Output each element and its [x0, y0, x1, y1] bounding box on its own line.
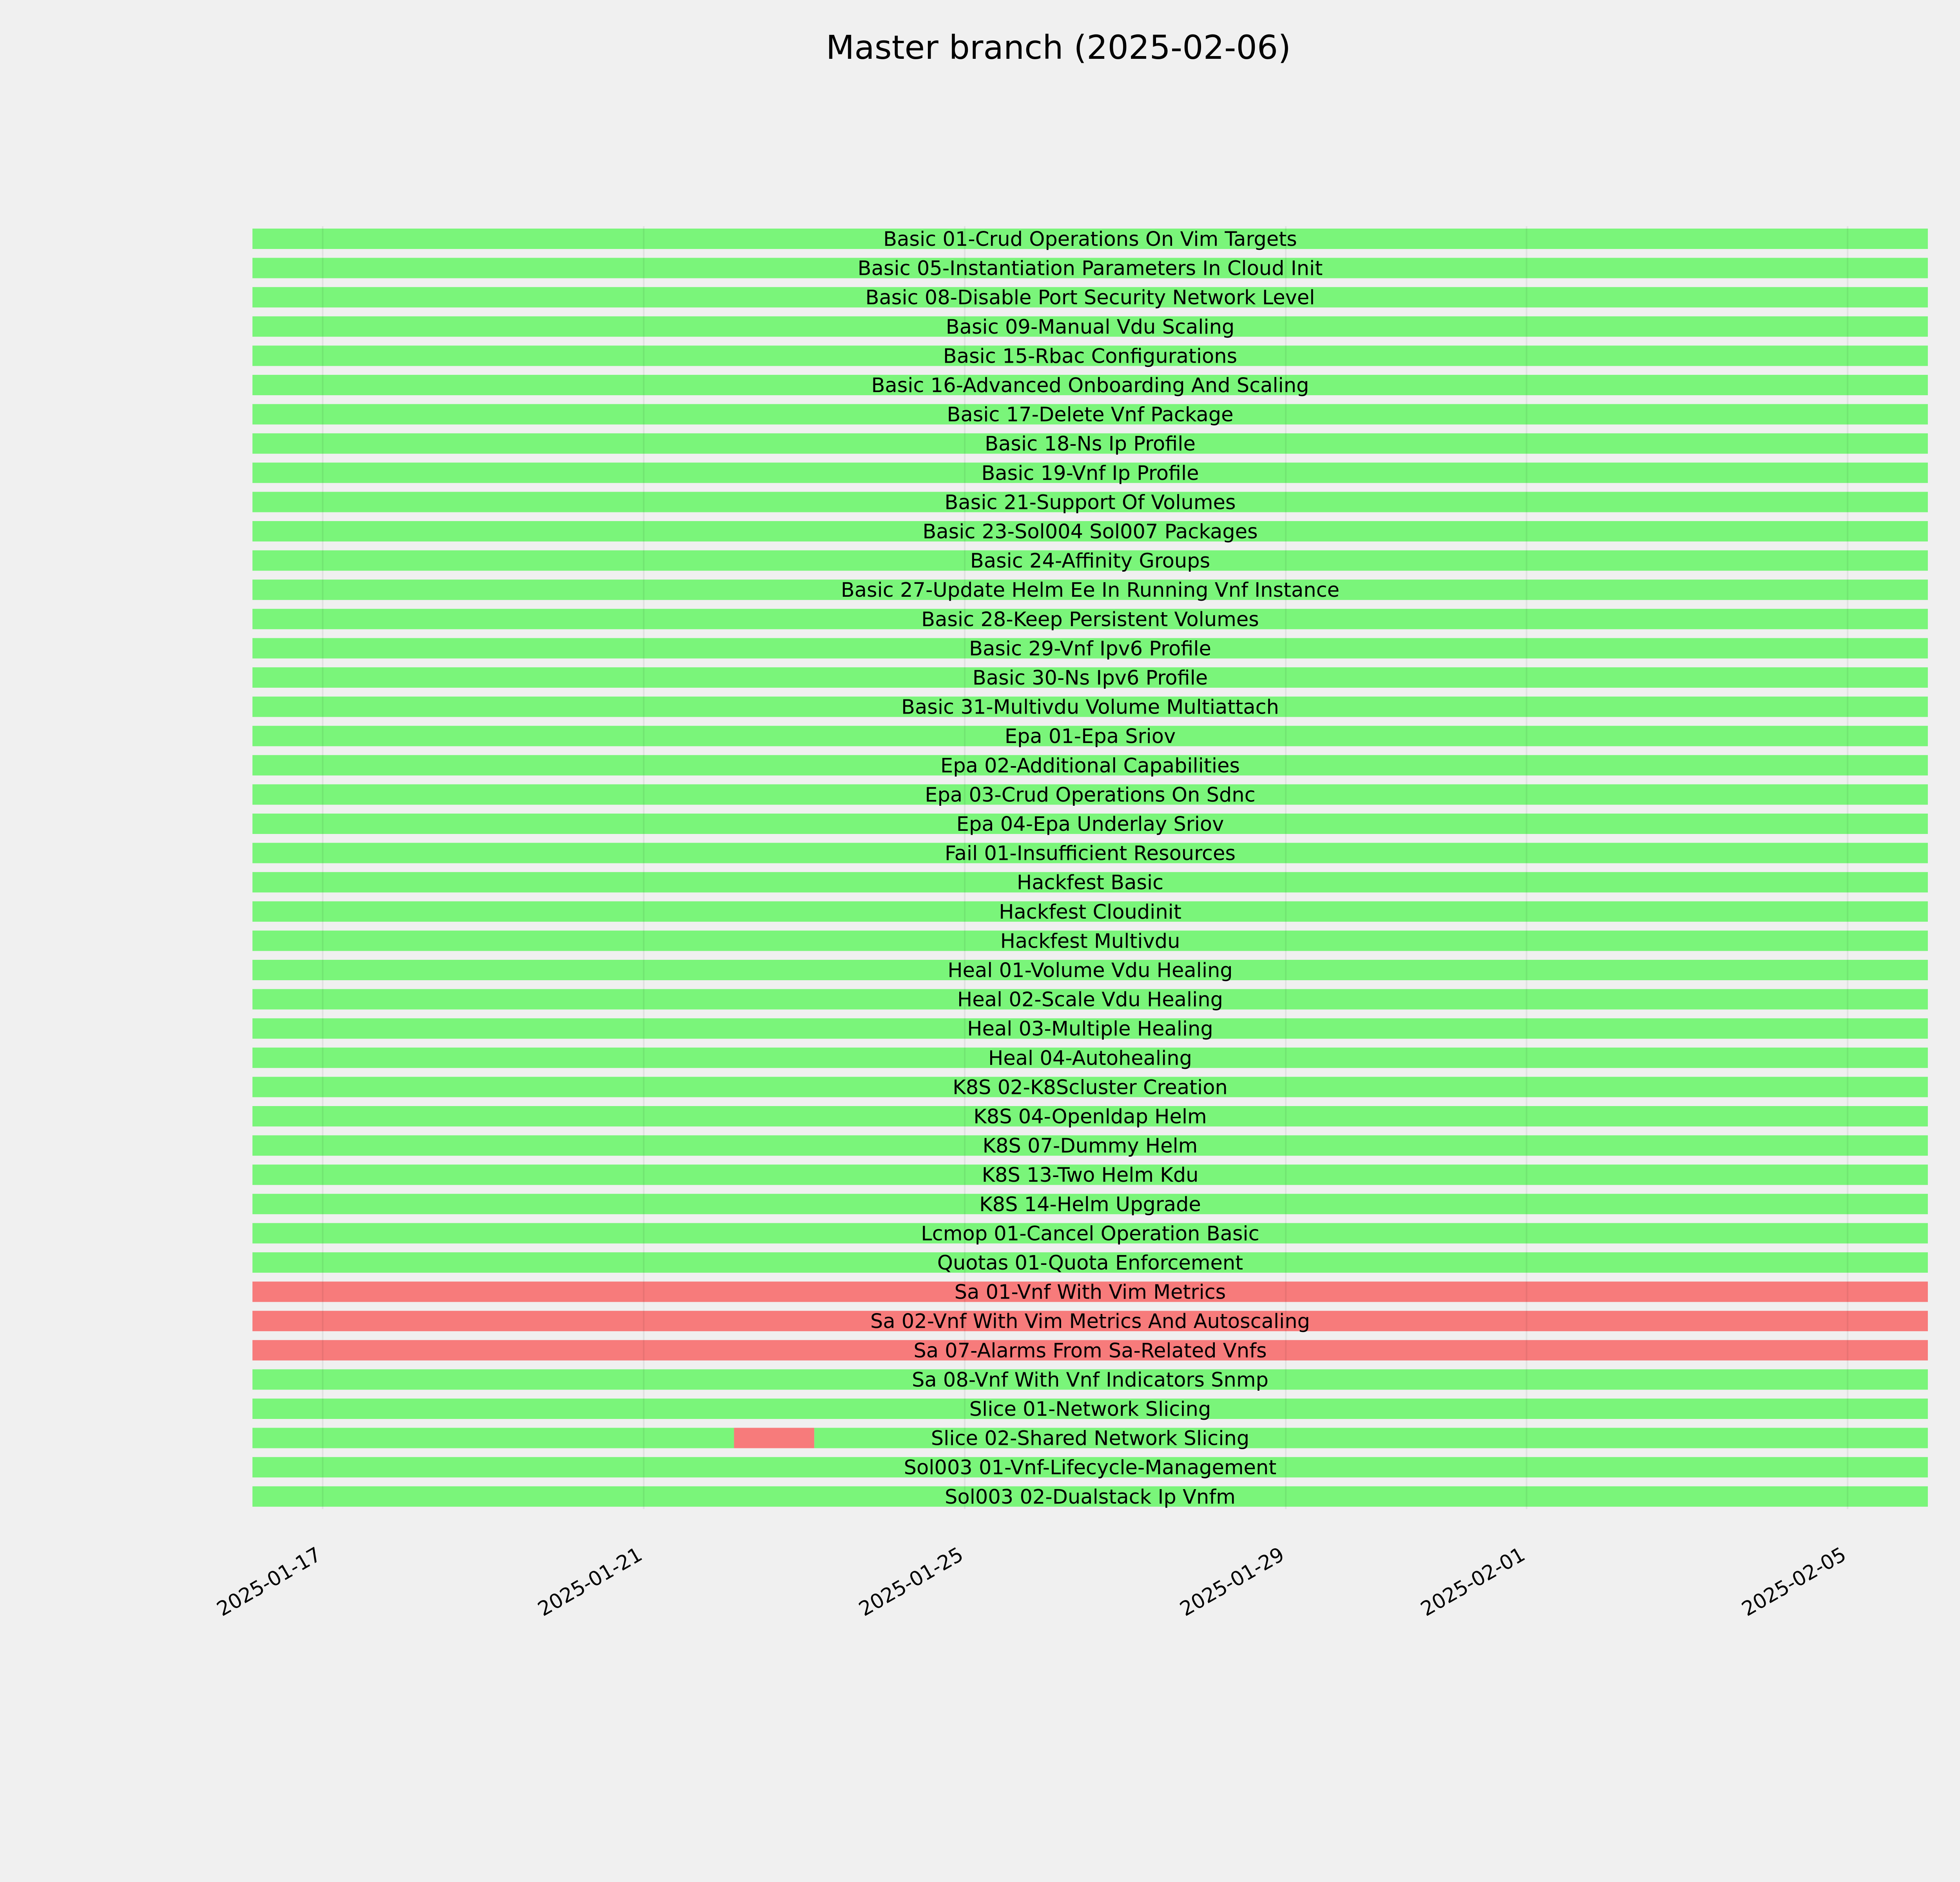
row-label: Basic 16-Advanced Onboarding And Scaling: [871, 374, 1309, 397]
row-label: Slice 02-Shared Network Slicing: [931, 1427, 1250, 1450]
x-tick-label: 2025-01-21: [534, 1543, 646, 1621]
row-label: Basic 29-Vnf Ipv6 Profile: [969, 637, 1211, 661]
x-tick-label: 2025-01-29: [1176, 1543, 1289, 1621]
row-label: Epa 03-Crud Operations On Sdnc: [925, 783, 1256, 807]
timeline-bar-segment: [734, 1428, 814, 1448]
chart-title: Master branch (2025-02-06): [826, 28, 1291, 67]
row-label: Basic 31-Multivdu Volume Multiattach: [901, 696, 1279, 719]
row-label: K8S 13-Two Helm Kdu: [982, 1164, 1199, 1187]
x-tick-label: 2025-02-01: [1417, 1543, 1529, 1621]
row-label: Epa 04-Epa Underlay Sriov: [956, 813, 1224, 836]
row-label: Basic 30-Ns Ipv6 Profile: [972, 667, 1208, 690]
row-label: Basic 08-Disable Port Security Network Level: [865, 286, 1315, 310]
row-label: K8S 14-Helm Upgrade: [979, 1193, 1201, 1216]
x-tick-label: 2025-01-25: [855, 1543, 967, 1621]
row-label: Basic 24-Affinity Groups: [970, 549, 1210, 573]
row-label: Basic 05-Instantiation Parameters In Cloud Init: [857, 257, 1323, 280]
row-label: Basic 01-Crud Operations On Vim Targets: [883, 228, 1297, 251]
row-label: Sa 01-Vnf With Vim Metrics: [954, 1281, 1226, 1304]
row-label: Basic 19-Vnf Ip Profile: [981, 461, 1199, 485]
row-label: Basic 27-Update Helm Ee In Running Vnf Instance: [840, 579, 1340, 602]
row-label: Basic 21-Support Of Volumes: [944, 491, 1236, 514]
row-label: K8S 04-Openldap Helm: [973, 1105, 1207, 1128]
row-label: Lcmop 01-Cancel Operation Basic: [921, 1222, 1259, 1246]
row-label: Epa 02-Additional Capabilities: [940, 754, 1240, 778]
row-label: Hackfest Multivdu: [1000, 930, 1180, 953]
row-label: Sa 08-Vnf With Vnf Indicators Snmp: [912, 1368, 1269, 1392]
row-label: Quotas 01-Quota Enforcement: [937, 1252, 1243, 1275]
row-label: Heal 01-Volume Vdu Healing: [947, 959, 1233, 982]
row-label: Heal 03-Multiple Healing: [967, 1017, 1213, 1041]
row-label: Basic 17-Delete Vnf Package: [947, 403, 1234, 427]
row-label: Heal 02-Scale Vdu Healing: [957, 988, 1223, 1012]
row-label: Basic 28-Keep Persistent Volumes: [921, 608, 1259, 631]
row-label: Basic 18-Ns Ip Profile: [985, 432, 1196, 456]
row-label: Sol003 02-Dualstack Ip Vnfm: [945, 1485, 1236, 1509]
row-label: Sa 02-Vnf With Vim Metrics And Autoscaling: [870, 1310, 1310, 1333]
row-label: Sol003 01-Vnf-Lifecycle-Management: [904, 1456, 1277, 1480]
row-label: Heal 04-Autohealing: [988, 1046, 1192, 1070]
row-label: Epa 01-Epa Sriov: [1004, 725, 1176, 748]
row-label: Hackfest Cloudinit: [999, 900, 1181, 924]
x-tick-label: 2025-02-05: [1738, 1543, 1850, 1621]
row-label: Hackfest Basic: [1016, 871, 1164, 895]
timeline-bar-segment: [252, 1428, 734, 1448]
row-label: Basic 15-Rbac Configurations: [943, 345, 1238, 368]
row-label: Basic 23-Sol004 Sol007 Packages: [922, 520, 1258, 543]
row-label: K8S 07-Dummy Helm: [982, 1134, 1198, 1158]
row-label: Sa 07-Alarms From Sa-Related Vnfs: [913, 1339, 1267, 1362]
row-label: Slice 01-Network Slicing: [969, 1398, 1211, 1421]
x-tick-label: 2025-01-17: [213, 1543, 325, 1621]
row-label: Fail 01-Insufficient Resources: [945, 842, 1236, 865]
row-label: Basic 09-Manual Vdu Scaling: [946, 315, 1235, 339]
row-label: K8S 02-K8Scluster Creation: [953, 1076, 1228, 1099]
